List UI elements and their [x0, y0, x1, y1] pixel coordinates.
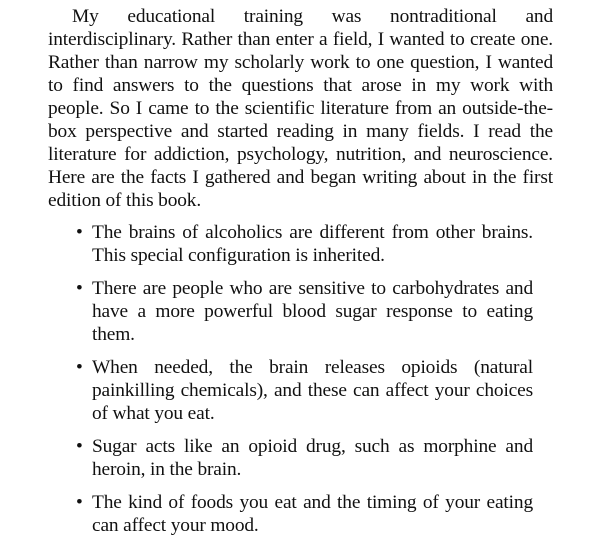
- facts-list: [48, 221, 533, 537]
- list-item-text: When needed, the brain releases opioids (natural painkilling chemicals), and these can affect your choices of what you eat.: [92, 357, 533, 424]
- bullet-icon: •: [76, 357, 83, 378]
- list-item: [48, 277, 533, 346]
- document-page: [48, 5, 553, 547]
- list-item: [48, 221, 533, 267]
- bullet-icon: •: [76, 278, 83, 299]
- list-item-text: There are people who are sensitive to carbohydrates and have a more powerful blood sugar response to eating them.: [92, 278, 533, 345]
- bullet-icon: •: [76, 222, 83, 243]
- list-item-text: The kind of foods you eat and the timing of your eating can affect your mood.: [92, 492, 533, 536]
- list-item: [48, 491, 533, 537]
- list-item-text: The brains of alcoholics are different from other brains. This special configuration is inherited.: [92, 222, 533, 266]
- list-item: [48, 435, 533, 481]
- intro-paragraph: My educational training was nontraditional and interdisciplinary. Rather than enter a field, I wanted to create one. Rather than narrow my scholarly work to one question, I wanted to find answers to the questions that arose in my work with people. So I came to the scientific literature from an outside-the-box perspective and started reading in many fields. I read the literature for addiction, psychology, nutrition, and neuroscience. Here are the facts I gathered and began writing about in the first edition of this book.: [48, 6, 553, 211]
- list-item-text: Sugar acts like an opioid drug, such as morphine and heroin, in the brain.: [92, 436, 533, 480]
- list-item: [48, 356, 533, 425]
- bullet-icon: •: [76, 492, 83, 513]
- bullet-icon: •: [76, 436, 83, 457]
